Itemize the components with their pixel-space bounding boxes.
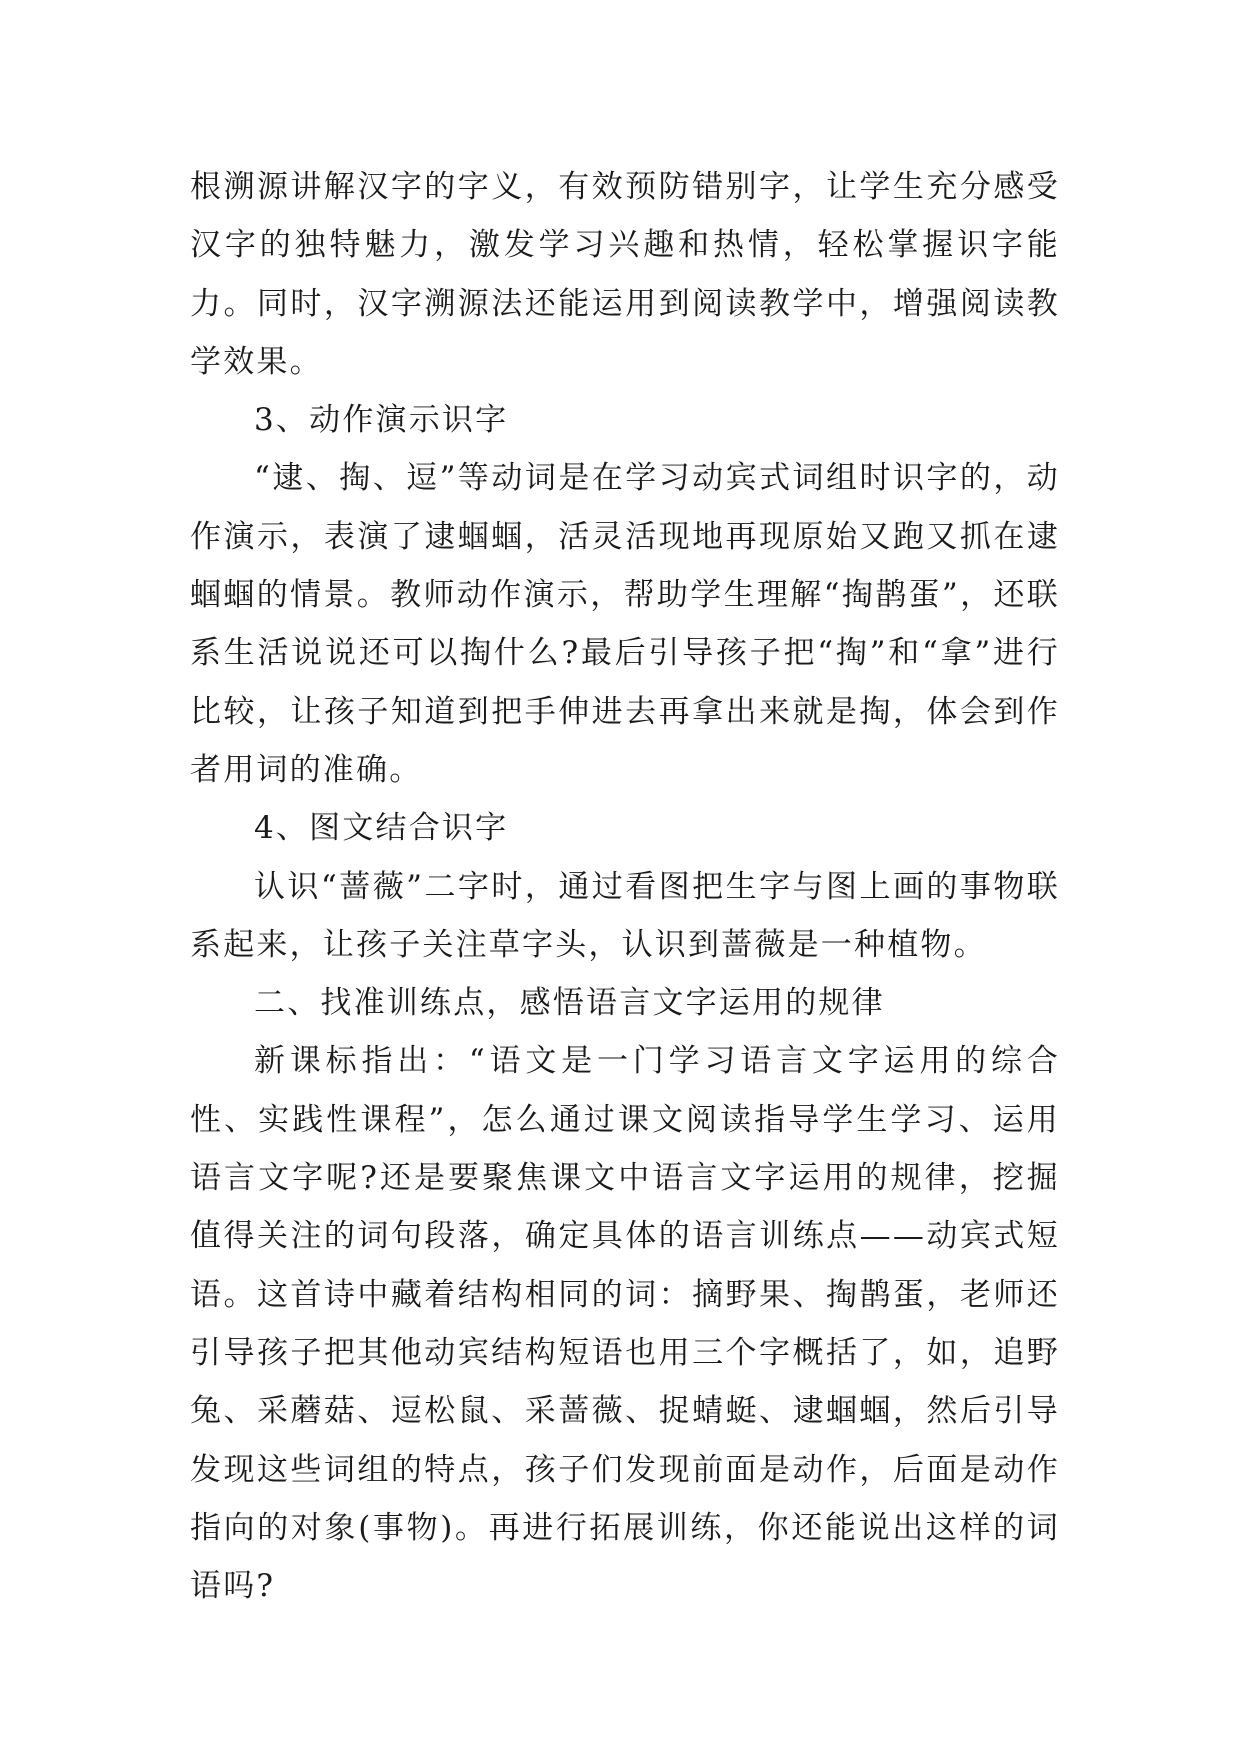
paragraph-action-demo: “逮、掏、逗”等动词是在学习动宾式词组时识字的，动作演示，表演了逮蝈蝈，活灵活现地再现原始又跑又抓在逮蝈蝈的情景。教师动作演示，帮助学生理解“掏鹊蛋”，还联系生活说说还可以掏什么?最后引导孩子把“掏”和“拿”进行比较，让孩子知道到把手伸进去再拿出来就是掏，体会到作者用词的准确。 <box>190 460 1060 788</box>
subheading-action-demo: 3、动作演示识字 <box>254 402 509 439</box>
section-heading-training: 二、找准训练点，感悟语言文字运用的规律 <box>254 985 885 1022</box>
subheading-image-text: 4、图文结合识字 <box>254 810 509 847</box>
paragraph-image-text: 认识“蔷薇”二字时，通过看图把生字与图上画的事物联系起来，让孩子关注草字头，认识到蔷薇是一种植物。 <box>190 868 1060 963</box>
paragraph-training: 新课标指出：“语文是一门学习语言文字运用的综合性、实践性课程”，怎么通过课文阅读指导学生学习、运用语言文字呢?还是要聚焦课文中语言文字运用的规律，挖掘值得关注的词句段落，确定具体的语言训练点——动宾式短语。这首诗中藏着结构相同的词：摘野果、掏鹊蛋，老师还引导孩子把其他动宾结构短语也用三个字概括了，如，追野兔、采蘑菇、逗松鼠、采蔷薇、捉蜻蜓、逮蝈蝈，然后引导发现这些词组的特点，孩子们发现前面是动作，后面是动作指向的对象(事物)。再进行拓展训练，你还能说出这样的词语吗? <box>190 1043 1060 1605</box>
paragraph-continuation: 根溯源讲解汉字的字义，有效预防错别字，让学生充分感受汉字的独特魅力，激发学习兴趣和热情，轻松掌握识字能力。同时，汉字溯源法还能运用到阅读教学中，增强阅读教学效果。 <box>190 169 1060 380</box>
body-text <box>190 158 1060 1615</box>
